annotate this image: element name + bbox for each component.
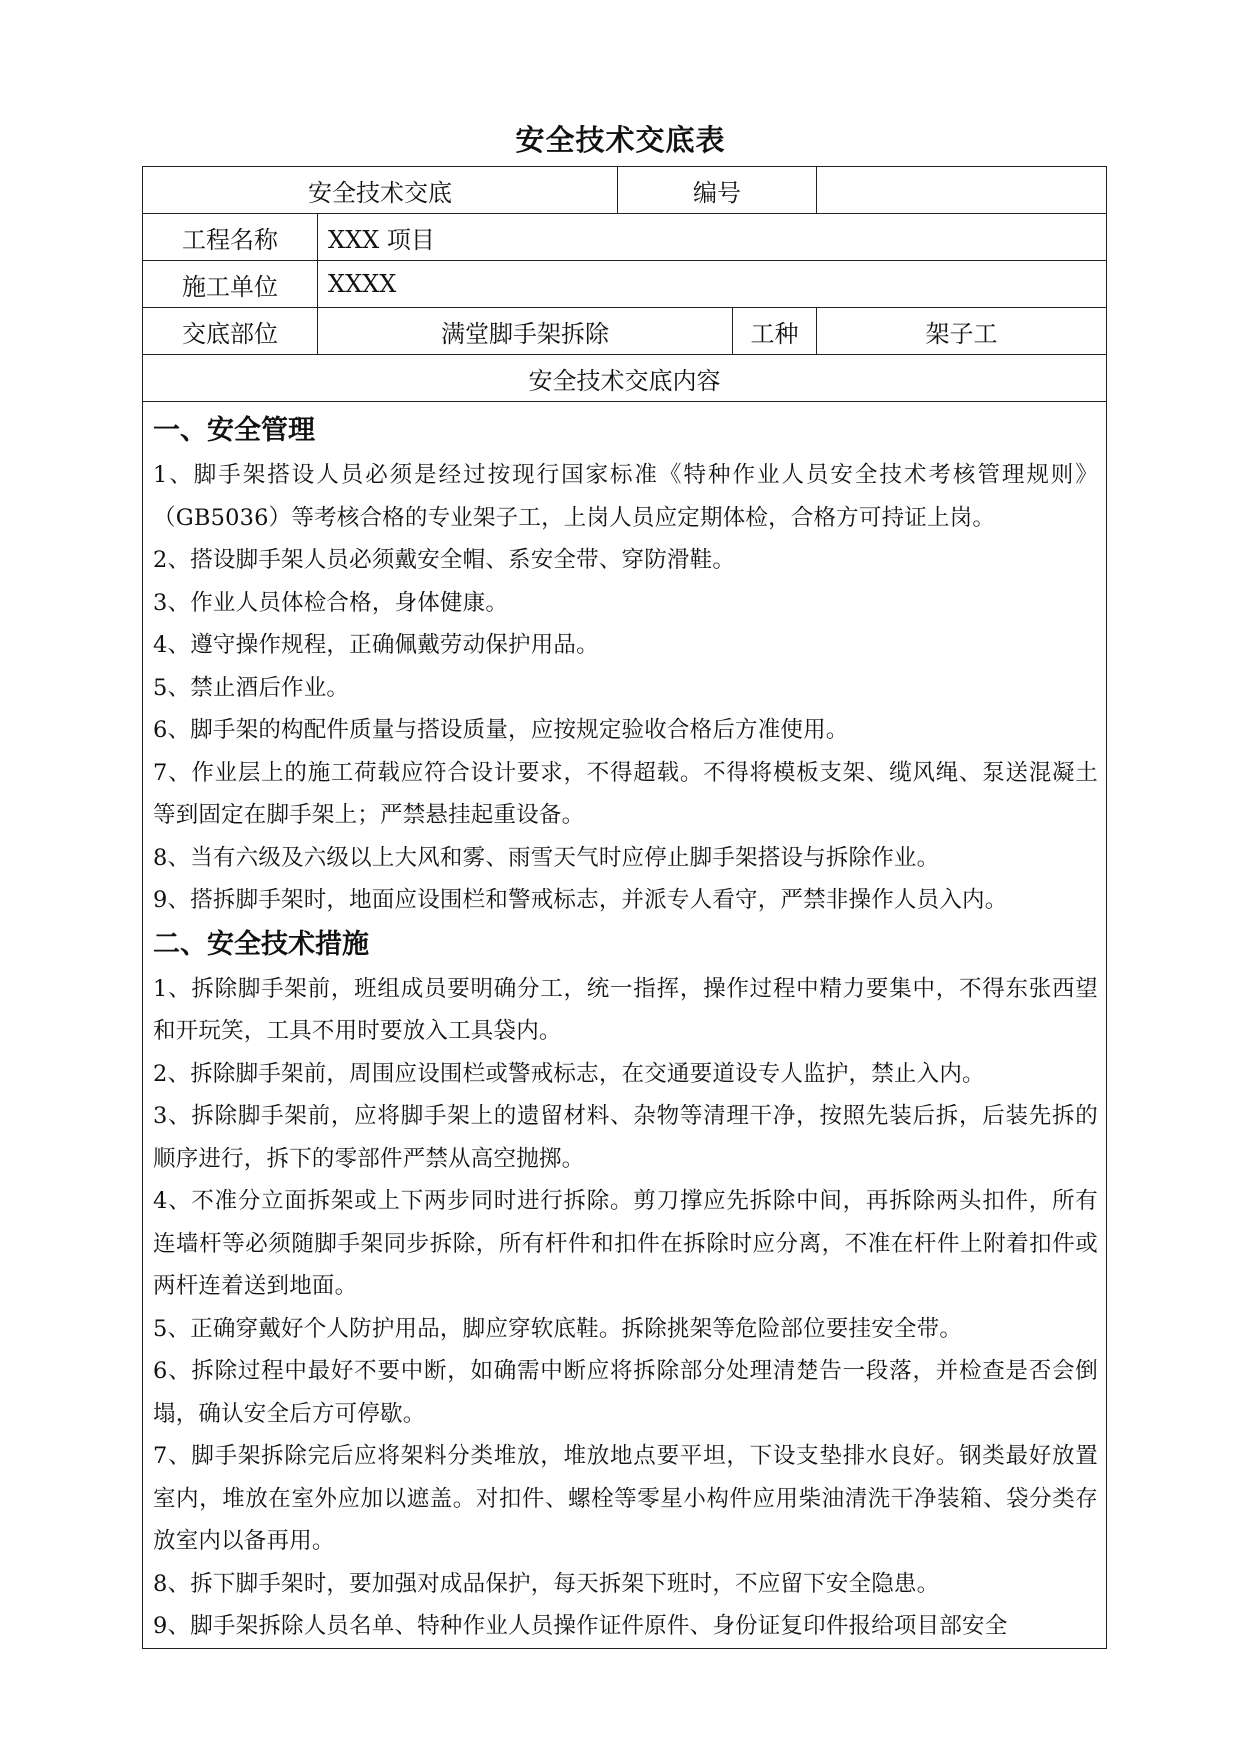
construction-unit-value[interactable]: XXXX (318, 261, 1107, 308)
list-item: 5、禁止酒后作业。 (153, 674, 350, 701)
document-title: 安全技术交底表 (515, 123, 726, 157)
construction-unit-label: 施工单位 (143, 261, 318, 308)
list-item: 8、拆下脚手架时，要加强对成品保护，每天拆架下班时，不应留下安全隐患。 (153, 1570, 940, 1597)
disclosure-location-row (143, 308, 1107, 355)
content-row (143, 402, 1107, 1649)
list-item: 5、正确穿戴好个人防护用品，脚应穿软底鞋。拆除挑架等危险部位要挂安全带。 (153, 1315, 963, 1342)
number-value[interactable] (817, 167, 1107, 214)
disclosure-form-table (142, 166, 1107, 1649)
list-item: 4、遵守操作规程，正确佩戴劳动保护用品。 (153, 632, 599, 658)
list-item: 1、拆除脚手架前，班组成员要明确分工，统一指挥，操作过程中精力要集中，不得东张西望和开玩笑，工具不用时要放入工具袋内。 (153, 975, 1098, 1044)
construction-unit-row (143, 261, 1107, 308)
list-item: 6、脚手架的构配件质量与搭设质量，应按规定验收合格后方准使用。 (153, 717, 849, 743)
list-item: 2、拆除脚手架前，周围应设围栏或警戒标志，在交通要道设专人监护，禁止入内。 (153, 1060, 985, 1087)
list-item: 4、不准分立面拆架或上下两步同时进行拆除。剪刀撑应先拆除中间，再拆除两头扣件，所有连墙杆等必须随脚手架同步拆除，所有杆件和扣件在拆除时应分离，不准在杆件上附着扣件或两杆连着送到地面。 (153, 1188, 1098, 1299)
list-item: 3、作业人员体检合格，身体健康。 (153, 589, 509, 616)
content-body (143, 402, 1107, 1649)
section-heading-safety-measures: 二、安全技术措施 (153, 928, 369, 960)
project-name-row (143, 214, 1107, 261)
list-item: 6、拆除过程中最好不要中断，如确需中断应将拆除部分处理清楚告一段落，并检查是否会倒塌，确认安全后方可停歇。 (153, 1358, 1098, 1427)
list-item: 2、搭设脚手架人员必须戴安全帽、系安全带、穿防滑鞋。 (153, 547, 736, 573)
list-item: 3、拆除脚手架前，应将脚手架上的遗留材料、杂物等清理干净，按照先装后拆，后装先拆的顺序进行，拆下的零部件严禁从高空抛掷。 (153, 1103, 1098, 1172)
disclosure-location-label: 交底部位 (143, 308, 318, 355)
number-label: 编号 (618, 167, 817, 214)
trade-label: 工种 (733, 308, 817, 355)
list-item: 1、脚手架搭设人员必须是经过按现行国家标准《特种作业人员安全技术考核管理规则》（GB5036）等考核合格的专业架子工，上岗人员应定期体检，合格方可持证上岗。 (153, 462, 1098, 531)
project-name-label: 工程名称 (143, 214, 318, 261)
project-name-value[interactable]: XXX 项目 (318, 214, 1107, 261)
list-item: 9、脚手架拆除人员名单、特种作业人员操作证件原件、身份证复印件报给项目部安全 (153, 1613, 1008, 1639)
disclosure-location-value[interactable]: 满堂脚手架拆除 (318, 308, 733, 355)
section-heading-safety-management: 一、安全管理 (153, 415, 315, 446)
header-row (143, 167, 1107, 214)
list-item: 9、搭拆脚手架时，地面应设围栏和警戒标志，并派专人看守，严禁非操作人员入内。 (153, 887, 1008, 913)
trade-value[interactable]: 架子工 (817, 308, 1107, 355)
list-item: 8、当有六级及六级以上大风和雾、雨雪天气时应停止脚手架搭设与拆除作业。 (153, 844, 940, 871)
list-item: 7、作业层上的施工荷载应符合设计要求，不得超载。不得将模板支架、缆风绳、泵送混凝土等到固定在脚手架上；严禁悬挂起重设备。 (153, 759, 1098, 828)
list-item: 7、脚手架拆除完后应将架料分类堆放，堆放地点要平坦，下设支垫排水良好。钢类最好放置室内，堆放在室外应加以遮盖。对扣件、螺栓等零星小构件应用柴油清洗干净装箱、袋分类存放室内以备再用。 (153, 1443, 1098, 1554)
content-header-row (143, 355, 1107, 402)
disclosure-title-cell: 安全技术交底 (143, 167, 618, 214)
content-header: 安全技术交底内容 (143, 355, 1107, 402)
